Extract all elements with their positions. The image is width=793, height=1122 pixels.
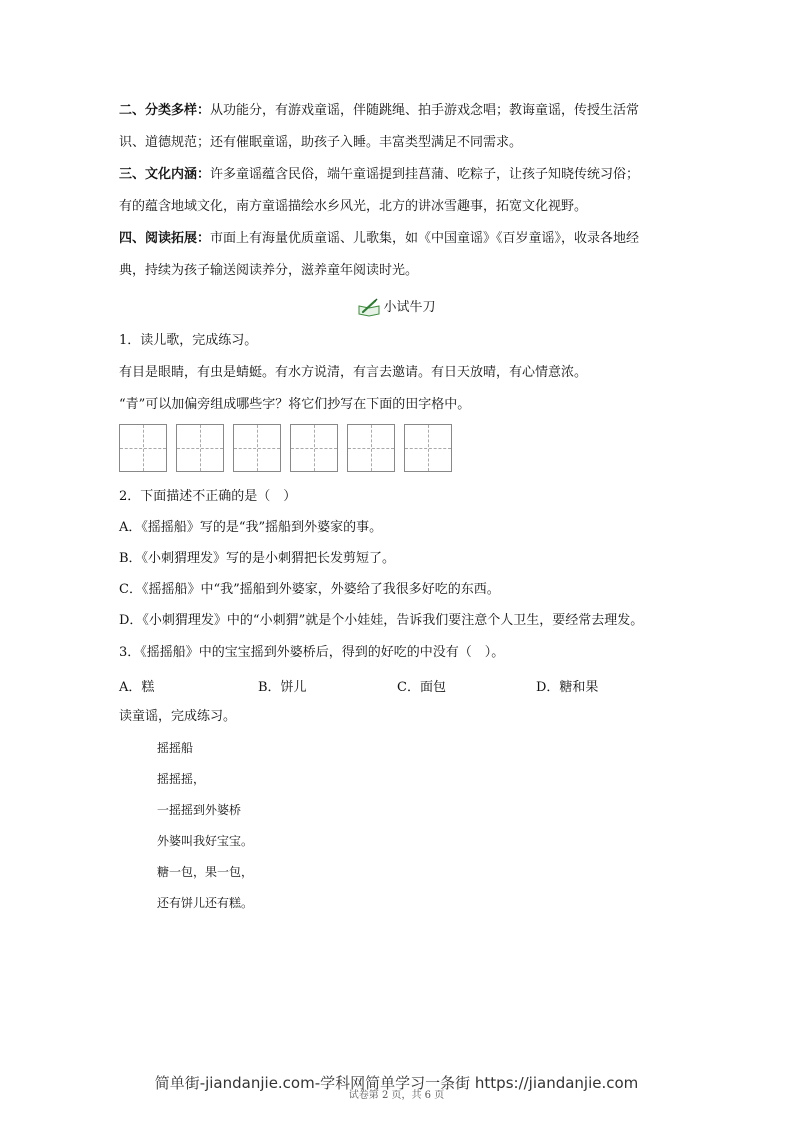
paragraph-text: 市面上有海量优质童谣、儿歌集，如《中国童谣》《百岁童谣》，收录各地经 bbox=[210, 231, 640, 246]
poem-line: 外婆叫我好宝宝。 bbox=[157, 834, 254, 848]
tianzige-cell[interactable] bbox=[347, 424, 395, 472]
paragraph-culture bbox=[119, 166, 639, 184]
tianzige-cell[interactable] bbox=[176, 424, 224, 472]
poem-line: 还有饼儿还有糕。 bbox=[157, 896, 254, 910]
poem-line: 一摇摇到外婆桥 bbox=[157, 803, 242, 817]
poem-line: 糖一包，果一包， bbox=[157, 865, 254, 879]
poem-title: 摇摇船 bbox=[157, 741, 194, 755]
read-instruction: 读童谣，完成练习。 bbox=[119, 709, 237, 724]
poem-line: 摇摇摇， bbox=[157, 772, 206, 786]
paragraph-text: 典，持续为孩子输送阅读养分，滋养童年阅读时光。 bbox=[119, 263, 419, 278]
q2-option-b: B．《小刺猬理发》写的是小刺猬把长发剪短了。 bbox=[119, 551, 396, 566]
q1-poem: 有目是眼睛，有虫是蜻蜓。有水方说清，有言去邀请。有日天放晴，有心情意浓。 bbox=[119, 365, 588, 380]
section-title-text: 小试牛刀 bbox=[383, 300, 436, 315]
pen-book-icon bbox=[357, 298, 381, 318]
q3-option-b: B．饼儿 bbox=[258, 680, 307, 695]
paragraph-text: 识、道德规范；还有催眠童谣，助孩子入睡。丰富类型满足不同需求。 bbox=[119, 135, 523, 150]
paragraph-category bbox=[119, 102, 639, 120]
paragraph-text: 从功能分，有游戏童谣，伴随跳绳、拍手游戏念唱；教诲童谣，传授生活常 bbox=[210, 103, 640, 118]
paragraph-text: 有的蕴含地域文化，南方童谣描绘水乡风光，北方的讲冰雪趣事，拓宽文化视野。 bbox=[119, 199, 588, 214]
tianzige-cell[interactable] bbox=[233, 424, 281, 472]
q1-prompt: “青”可以加偏旁组成哪些字？将它们抄写在下面的田字格中。 bbox=[119, 397, 471, 412]
watermark-text: 简单街-jiandanjie.com-学科网简单学习一条街 https://jiandanjie.com bbox=[154, 1074, 639, 1092]
q3-option-c: C．面包 bbox=[397, 680, 446, 695]
paragraph-text: 许多童谣蕴含民俗，端午童谣提到挂菖蒲、吃粽子，让孩子知晓传统习俗； bbox=[210, 167, 640, 182]
page-number: 试卷第 2 页，共 6 页 bbox=[348, 1090, 445, 1101]
tianzige-cell[interactable] bbox=[404, 424, 452, 472]
q2-title: 2．下面描述不正确的是（ ） bbox=[119, 489, 297, 504]
tianzige-cell[interactable] bbox=[119, 424, 167, 472]
q2-option-c: C．《摇摇船》中“我”摇船到外婆家，外婆给了我很多好吃的东西。 bbox=[119, 582, 500, 597]
paragraph-heading: 二、分类多样： bbox=[119, 103, 211, 118]
q3-option-d: D．糖和果 bbox=[536, 680, 599, 695]
q2-option-d: D．《小刺猬理发》中的“小刺猬”就是个小娃娃，告诉我们要注意个人卫生，要经常去理发。 bbox=[119, 613, 644, 628]
q1-title: 1．读儿歌，完成练习。 bbox=[119, 333, 258, 348]
paragraph-reading bbox=[119, 230, 639, 248]
q3-option-a: A．糕 bbox=[119, 680, 155, 695]
paragraph-heading: 四、阅读拓展： bbox=[119, 231, 211, 246]
section-title bbox=[0, 296, 793, 318]
tianzige-cell[interactable] bbox=[290, 424, 338, 472]
paragraph-heading: 三、文化内涵： bbox=[119, 167, 211, 182]
q2-option-a: A．《摇摇船》写的是“我”摇船到外婆家的事。 bbox=[119, 520, 383, 535]
q3-title: 3．《摇摇船》中的宝宝摇到外婆桥后，得到的好吃的中没有（ ）。 bbox=[119, 645, 505, 660]
tianzige-grid bbox=[119, 424, 452, 472]
